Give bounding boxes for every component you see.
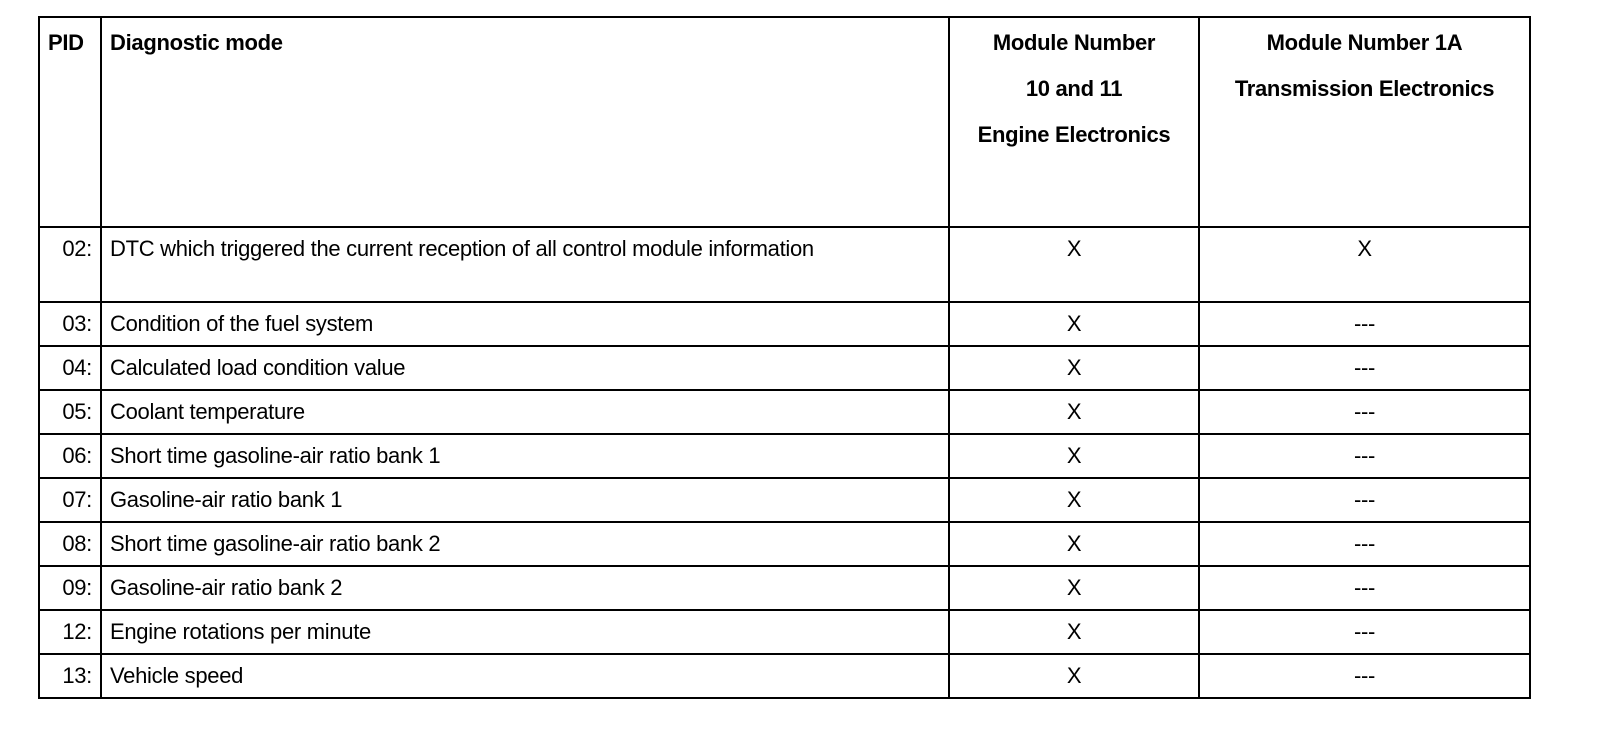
header-module-transmission-number: Module Number 1A (1266, 30, 1463, 55)
row-pid: 09: (39, 566, 101, 610)
row-transmission-support: --- (1199, 390, 1530, 434)
row-diagnostic-mode: Engine rotations per minute (101, 610, 949, 654)
row-engine-support: X (949, 390, 1199, 434)
header-pid: PID (39, 17, 101, 227)
table-row (39, 434, 1530, 478)
header-module-engine-number: Module Number (992, 30, 1156, 55)
table-row (39, 346, 1530, 390)
row-transmission-support: --- (1199, 346, 1530, 390)
header-diagnostic-mode: Diagnostic mode (101, 17, 949, 227)
row-pid: 03: (39, 302, 101, 346)
table-row (39, 227, 1530, 302)
table-row (39, 566, 1530, 610)
row-diagnostic-mode: DTC which triggered the current reception of all control module information (101, 227, 949, 302)
row-pid: 07: (39, 478, 101, 522)
row-engine-support: X (949, 346, 1199, 390)
row-transmission-support: --- (1199, 610, 1530, 654)
row-transmission-support: --- (1199, 478, 1530, 522)
row-pid: 13: (39, 654, 101, 698)
row-diagnostic-mode: Short time gasoline-air ratio bank 2 (101, 522, 949, 566)
table-row (39, 654, 1530, 698)
row-diagnostic-mode: Coolant temperature (101, 390, 949, 434)
row-transmission-support: --- (1199, 654, 1530, 698)
table-header-row (39, 17, 1530, 227)
table-row (39, 302, 1530, 346)
row-diagnostic-mode: Gasoline-air ratio bank 2 (101, 566, 949, 610)
row-diagnostic-mode: Condition of the fuel system (101, 302, 949, 346)
row-transmission-support: --- (1199, 434, 1530, 478)
pid-module-table (38, 16, 1531, 699)
row-transmission-support: X (1199, 227, 1530, 302)
row-pid: 04: (39, 346, 101, 390)
table-row (39, 478, 1530, 522)
row-pid: 12: (39, 610, 101, 654)
table-row (39, 390, 1530, 434)
table-row (39, 522, 1530, 566)
row-diagnostic-mode: Vehicle speed (101, 654, 949, 698)
row-transmission-support: --- (1199, 522, 1530, 566)
row-pid: 06: (39, 434, 101, 478)
header-module-engine (949, 17, 1199, 227)
row-pid: 02: (39, 227, 101, 302)
table-row (39, 610, 1530, 654)
row-engine-support: X (949, 434, 1199, 478)
row-diagnostic-mode: Gasoline-air ratio bank 1 (101, 478, 949, 522)
row-diagnostic-mode: Short time gasoline-air ratio bank 1 (101, 434, 949, 478)
row-engine-support: X (949, 478, 1199, 522)
row-diagnostic-mode: Calculated load condition value (101, 346, 949, 390)
header-module-engine-ids: 10 and 11 (1025, 76, 1123, 101)
row-engine-support: X (949, 566, 1199, 610)
row-pid: 05: (39, 390, 101, 434)
row-engine-support: X (949, 522, 1199, 566)
row-pid: 08: (39, 522, 101, 566)
row-engine-support: X (949, 227, 1199, 302)
row-engine-support: X (949, 302, 1199, 346)
row-engine-support: X (949, 610, 1199, 654)
header-module-transmission-label: Transmission Electronics (1234, 76, 1495, 101)
row-transmission-support: --- (1199, 302, 1530, 346)
row-engine-support: X (949, 654, 1199, 698)
row-transmission-support: --- (1199, 566, 1530, 610)
header-module-transmission (1199, 17, 1530, 227)
header-module-engine-label: Engine Electronics (977, 122, 1171, 147)
